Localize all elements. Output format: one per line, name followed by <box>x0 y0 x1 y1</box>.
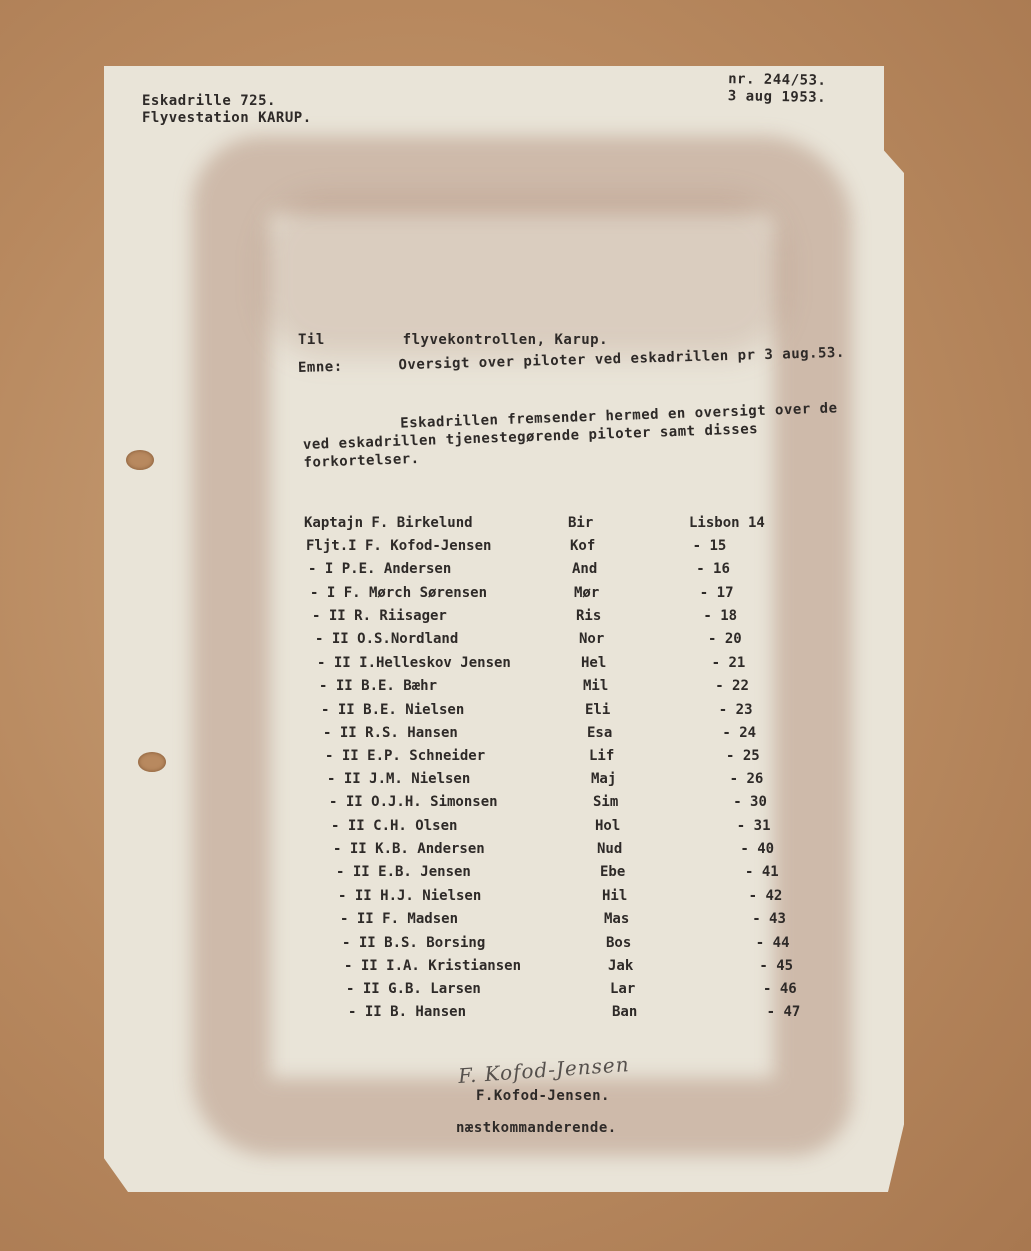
pilot-abbreviation: And <box>572 561 598 578</box>
radio-callsign: - 15 <box>692 538 727 555</box>
pilot-abbreviation: Hel <box>581 655 607 672</box>
reference-block <box>728 71 827 107</box>
pilot-name: - II J.M. Nielsen <box>327 771 471 788</box>
handwritten-signature: F. Kofod-Jensen <box>457 1052 631 1088</box>
radio-callsign: - 46 <box>763 981 797 997</box>
sender-block <box>142 93 312 127</box>
pilot-name: - II F. Madsen <box>340 911 459 928</box>
radio-callsign: - 43 <box>752 911 786 928</box>
body-text: Eskadrillen fremsender hermed en oversigt over de ved eskadrillen tjenestegørende piloter samt disses forkortelser. <box>302 400 838 471</box>
letter-date: 3 aug 1953. <box>727 88 827 106</box>
unit-name: Eskadrille 725. <box>142 93 276 109</box>
pilot-name: Kaptajn F. Birkelund <box>304 515 473 531</box>
pilot-name: - II B.E. Bæhr <box>319 678 438 695</box>
pilot-abbreviation: Ebe <box>600 864 626 880</box>
radio-callsign: - 21 <box>711 655 746 672</box>
radio-callsign: - 30 <box>733 794 767 811</box>
pilot-name: - II B. Hansen <box>348 1004 467 1021</box>
radio-callsign: - 18 <box>703 607 738 624</box>
pilot-abbreviation: Lif <box>589 748 615 764</box>
punch-hole-bottom <box>138 752 166 772</box>
reference-number: nr. 244/53. <box>728 71 827 89</box>
pilot-abbreviation: Nud <box>597 840 623 857</box>
radio-callsign: - 41 <box>745 864 779 880</box>
emne-label: Emne: <box>297 358 343 376</box>
radio-callsign: - 26 <box>729 771 764 788</box>
pilot-name: - II I.Helleskov Jensen <box>317 655 511 672</box>
recipient: flyvekontrollen, Karup. <box>402 332 609 348</box>
radio-callsign: - 44 <box>755 934 790 951</box>
pilot-name: - II E.P. Schneider <box>325 748 486 764</box>
pilot-name: - II E.B. Jensen <box>336 864 471 880</box>
pilot-name: - I F. Mørch Sørensen <box>310 584 488 601</box>
pilot-abbreviation: Hol <box>595 817 621 834</box>
punch-hole-top <box>126 450 154 470</box>
pilot-abbreviation: Jak <box>608 957 634 974</box>
pilot-abbreviation: Mas <box>604 911 630 928</box>
pilot-abbreviation: Bir <box>568 515 594 531</box>
subject: Oversigt over piloter ved eskadrillen pr 3 aug.53. <box>398 344 845 374</box>
pilot-abbreviation: Lar <box>610 981 636 997</box>
pilot-name: - II B.S. Borsing <box>342 934 486 951</box>
pilot-name: - II O.J.H. Simonsen <box>329 794 498 811</box>
pilot-name: - II R.S. Hansen <box>323 724 458 741</box>
document-sheet <box>104 66 904 1192</box>
pilot-name: - II G.B. Larsen <box>346 981 481 997</box>
radio-callsign: - 16 <box>696 561 730 578</box>
pilot-name: - II H.J. Nielsen <box>338 888 482 905</box>
pilot-abbreviation: Mil <box>583 678 609 695</box>
pilot-abbreviation: Eli <box>585 701 611 718</box>
pilot-abbreviation: Ban <box>612 1004 638 1021</box>
pilot-name: Fljt.I F. Kofod-Jensen <box>306 538 492 555</box>
pilot-name: - II R. Riisager <box>312 607 447 624</box>
radio-callsign: - 23 <box>718 701 753 718</box>
til-label: Til <box>298 332 325 348</box>
pilot-abbreviation: Maj <box>591 771 617 788</box>
radio-callsign: - 31 <box>736 817 771 834</box>
pilot-abbreviation: Bos <box>606 934 632 951</box>
radio-callsign: Lisbon 14 <box>689 515 765 531</box>
pilot-abbreviation: Ris <box>576 607 602 624</box>
radio-callsign: - 20 <box>708 631 742 647</box>
radio-callsign: - 45 <box>759 957 794 974</box>
pilot-name: - II C.H. Olsen <box>331 817 458 834</box>
station-name: Flyvestation KARUP. <box>142 110 312 126</box>
pilot-name: - II K.B. Andersen <box>333 840 485 857</box>
pilot-abbreviation: Mør <box>574 584 600 601</box>
recipient-line <box>298 332 608 348</box>
pilot-name: - II O.S.Nordland <box>315 631 459 647</box>
signatory-name: F.Kofod-Jensen. <box>476 1088 610 1104</box>
radio-callsign: - 25 <box>726 748 760 764</box>
radio-callsign: - 22 <box>715 678 749 695</box>
pilot-abbreviation: Kof <box>570 538 596 555</box>
pilot-name: - II I.A. Kristiansen <box>344 957 522 974</box>
pilot-name: - I P.E. Andersen <box>308 561 452 578</box>
radio-callsign: - 24 <box>722 724 757 741</box>
radio-callsign: - 40 <box>740 840 775 857</box>
signatory-title: næstkommanderende. <box>456 1120 617 1136</box>
pilot-abbreviation: Hil <box>602 888 628 905</box>
pilot-abbreviation: Nor <box>579 631 605 647</box>
pilot-name: - II B.E. Nielsen <box>321 701 465 718</box>
radio-callsign: - 42 <box>748 888 783 905</box>
radio-callsign: - 47 <box>766 1004 801 1021</box>
pilot-abbreviation: Sim <box>593 794 619 811</box>
radio-callsign: - 17 <box>699 584 734 601</box>
pilot-abbreviation: Esa <box>587 724 613 741</box>
